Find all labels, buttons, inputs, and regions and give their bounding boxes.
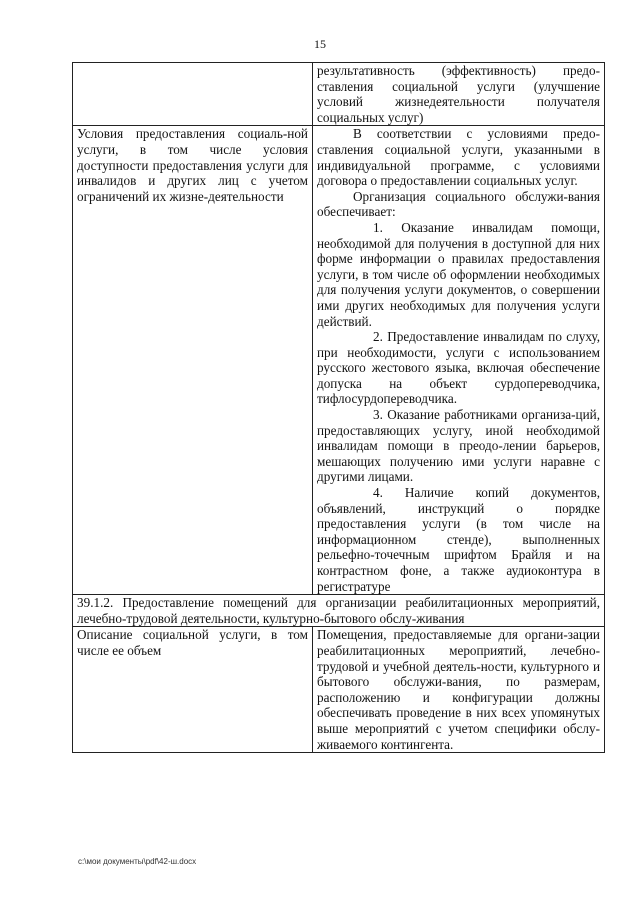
row-result-right-cell [313, 63, 605, 126]
result-text: результативность (эффективность) предо-ставления социальной услуги (улучшение условий жизнедеятельности получателя социальных услуг) [317, 63, 600, 125]
table-row-result [73, 63, 605, 126]
table-row-description [73, 627, 605, 753]
conditions-paragraph-1: В соответствии с условиями предо-ставления социальной услуги, указанными в индивидуальной программе, с условиями договора о предоставлении социальных услуг. [317, 126, 600, 189]
conditions-item-2: 2. Предоставление инвалидам по слуху, при необходимости, услуги с использованием русского жестового языка, включая обеспечение допуска на объект сурдопереводчика, тифлосурдопереводчика. [317, 329, 600, 407]
section-heading [73, 595, 605, 627]
row-result-left-cell [73, 63, 313, 126]
footer-file-path: c:\мои документы\pdf\42-ш.docx [78, 857, 197, 866]
table-row-section-heading [73, 595, 605, 627]
conditions-item-3: 3. Оказание работниками организа-ций, предоставляющих услугу, иной необходимой инвалидам помощи в преодо-лении барьеров, мешающих получению ими услуги наравне с другими лицами. [317, 407, 600, 485]
services-table [72, 62, 605, 753]
conditions-content [313, 126, 605, 595]
conditions-item-4: 4. Наличие копий документов, объявлений, инструкций о порядке предоставления услуги (в том числе на информационном стенде), выполненных рельефно-точечным шрифтом Брайля и на контрастном фоне, а также аудиоконтура в регистратуре [317, 485, 600, 594]
conditions-label: Условия предоставления социаль-ной услуги, в том числе условия доступности предоставления услуги для инвалидов и других лиц с учетом ограничений их жизне-деятельности [73, 126, 313, 595]
conditions-paragraph-2: Организация социального обслужи-вания обеспечивает: [317, 188, 600, 220]
section-title: Предоставление помещений для организации реабилитационных мероприятий, лечебно-трудовой деятельности, культурно-бытового обслу-живания [77, 595, 600, 626]
page-number: 15 [314, 37, 326, 51]
description-label: Описание социальной услуги, в том числе ее объем [73, 627, 313, 753]
section-number: 39.1.2. [77, 595, 114, 611]
conditions-item-1: 1. Оказание инвалидам помощи, необходимой для получения в доступной для них форме информации о правилах предоставления услуги, в том числе об оформлении необходимых для получения услуги документов, о совершении ими других необходимых для получения услуги действий. [317, 219, 600, 329]
table-row-conditions [73, 126, 605, 595]
description-content: Помещения, предоставляемые для органи-зации реабилитационных мероприятий, лечебно-трудовой и учебной деятель-ности, культурного и бытового обслужи-вания, по размерам, расположению и конфигурации должны обеспечивать проведение в них всех упомянутых выше мероприятий с учетом специфики обслу-живаемого контингента. [313, 627, 605, 753]
